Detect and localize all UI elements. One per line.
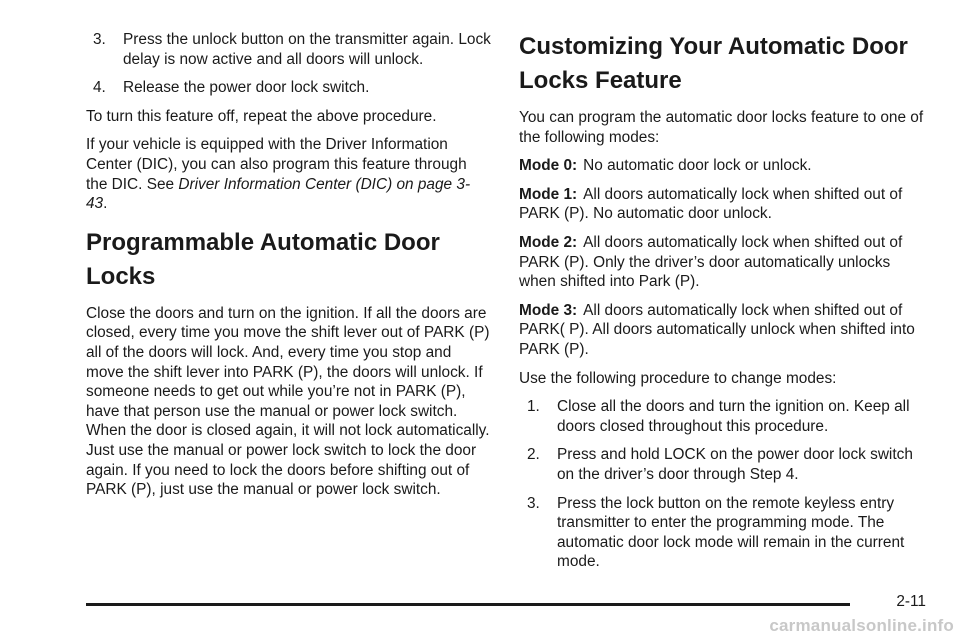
section-heading-programmable-locks: Programmable Automatic Door Locks: [86, 228, 440, 290]
mode-entry: [519, 156, 929, 176]
left-column: [86, 30, 491, 509]
step-item: [519, 397, 929, 436]
paragraph-intro: You can program the automatic door locks feature to one of the following modes:: [519, 109, 924, 146]
step-text: Press the unlock button on the transmitter again. Lock delay is now active and all doors will unlock.: [123, 31, 491, 68]
step-text: Release the power door lock switch.: [123, 79, 370, 97]
mode-text: All doors automatically lock when shifted out of PARK (P). No automatic door unlock.: [519, 185, 903, 223]
step-text: Press and hold LOCK on the power door lock switch on the driver’s door through Step 4.: [557, 446, 913, 483]
step-item: [519, 445, 929, 484]
page-number: 2-11: [896, 593, 926, 610]
mode-entry: [519, 233, 929, 292]
dic-suffix: .: [103, 195, 108, 213]
section-heading-customizing: Customizing Your Automatic Door Locks Feature: [519, 33, 908, 94]
dic-cross-reference-link[interactable]: Driver Information Center (DIC) on page 3-43: [86, 175, 471, 213]
paragraph-programmable-locks: Close the doors and turn on the ignition. If all the doors are closed, every time you move the shift lever out of PARK (P) all of the doors will lock. And, every time you stop and move the shift lever into PARK (P), the doors will unlock. If someone needs to get out while you’re not in PARK (P), have that person use the manual or power lock switch. When the door is closed again, it will not lock automatically. Just use the manual or power lock switch to lock the door again. If you need to lock the doors before shifting out of PARK (P), just use the manual or power lock switch.: [86, 304, 490, 499]
step-number: 2.: [527, 446, 540, 464]
mode-label: Mode 3:: [519, 301, 578, 319]
watermark: carmanualsonline.info: [769, 616, 954, 635]
step-number: 1.: [527, 398, 540, 416]
step-item: [519, 494, 929, 572]
step-number: 3.: [93, 31, 106, 48]
mode-text: No automatic door lock or unlock.: [583, 157, 812, 175]
footer-divider: [86, 603, 850, 606]
paragraph-turn-off: To turn this feature off, repeat the above procedure.: [86, 107, 437, 125]
mode-label: Mode 0:: [519, 157, 578, 175]
step-text: Press the lock button on the remote keyless entry transmitter to enter the programming mode. The automatic door lock mode will remain in the current mode.: [557, 494, 905, 571]
mode-text: All doors automatically lock when shifted out of PARK( P). All doors automatically unlock when shifted into PARK (P).: [519, 301, 915, 358]
mode-entry: [519, 301, 929, 360]
mode-label: Mode 1:: [519, 185, 578, 203]
right-column: [519, 30, 929, 581]
mode-entry: [519, 185, 929, 224]
procedure-intro: Use the following procedure to change modes:: [519, 369, 837, 387]
step-number: 4.: [93, 79, 106, 97]
dic-text: If your vehicle is equipped with the Driver Information Center (DIC), you can also program this feature through the DIC. See: [86, 136, 467, 193]
step-number: 3.: [527, 494, 540, 512]
step-text: Close all the doors and turn the ignition on. Keep all doors closed throughout this procedure.: [557, 398, 910, 435]
mode-label: Mode 2:: [519, 233, 578, 251]
paragraph-dic: [86, 135, 491, 213]
step-item: [86, 30, 491, 69]
step-item: [86, 78, 491, 98]
mode-text: All doors automatically lock when shifted out of PARK (P). Only the driver’s door automatically unlocks when shifted into Park (P).: [519, 233, 903, 291]
